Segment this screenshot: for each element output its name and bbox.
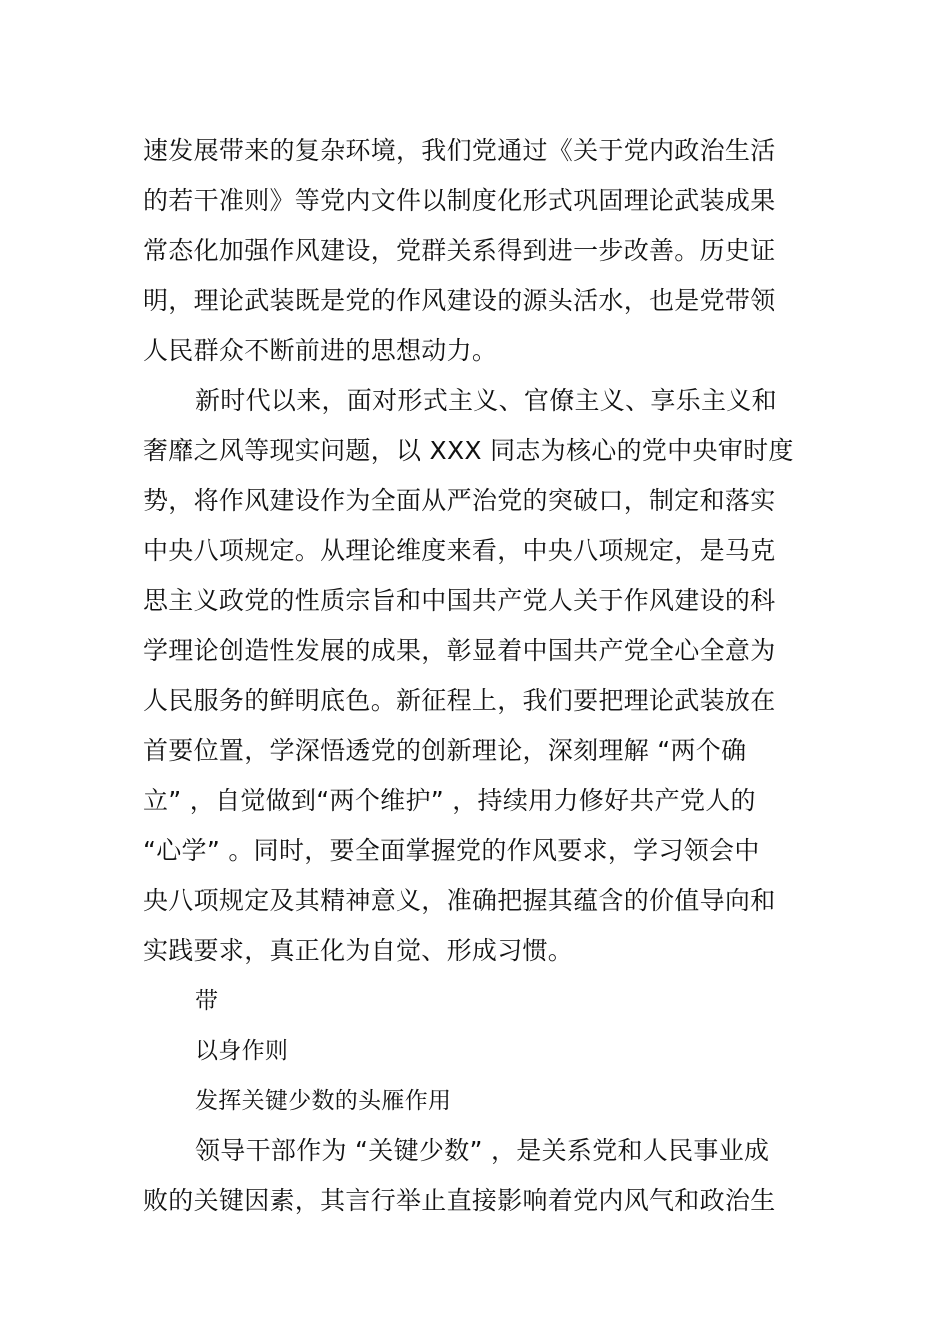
text-line: 实践要求，真正化为自觉、形成习惯。 [143,936,574,965]
text-line: 思主义政党的性质宗旨和中国共产党人关于作风建设的科 [143,586,776,615]
text-line: 央八项规定及其精神意义，准确把握其蕴含的价值导向和 [143,886,776,915]
text-line: 人民服务的鲜明底色。新征程上，我们要把理论武装放在 [143,686,776,715]
text-line: 势，将作风建设作为全面从严治党的突破口，制定和落实 [143,486,776,515]
text-line: “心学” 。同时，要全面掌握党的作风要求，学习领会中 [143,836,760,865]
paragraph-first-line: 领导干部作为 “关键少数” ，是关系党和人民事业成 [195,1136,770,1165]
text-line: 人民群众不断前进的思想动力。 [143,336,498,365]
text-line: 首要位置，学深悟透党的创新理论，深刻理解 “两个确 [143,736,747,765]
text-line: 败的关键因素，其言行举止直接影响着党内风气和政治生 [143,1186,776,1215]
text-line: 的若干准则》等党内文件以制度化形式巩固理论武装成果 [143,186,776,215]
text-line: 奢靡之风等现实问题，以 XXX 同志为核心的党中央审时度 [143,436,794,465]
heading-fragment: 带 [195,988,219,1014]
heading-fragment: 以身作则 [195,1038,289,1064]
section-heading: 发挥关键少数的头雁作用 [195,1088,452,1114]
text-line: 常态化加强作风建设，党群关系得到进一步改善。历史证 [143,236,776,265]
text-line: 立” ，自觉做到“两个维护” ，持续用力修好共产党人的 [143,786,756,815]
text-line: 速发展带来的复杂环境，我们党通过《关于党内政治生活 [143,136,776,165]
text-line: 学理论创造性发展的成果，彰显着中国共产党全心全意为 [143,636,776,665]
text-line: 中央八项规定。从理论维度来看，中央八项规定，是马克 [143,536,776,565]
text-line: 明，理论武装既是党的作风建设的源头活水，也是党带领 [143,286,776,315]
paragraph-first-line: 新时代以来，面对形式主义、官僚主义、享乐主义和 [195,386,777,415]
